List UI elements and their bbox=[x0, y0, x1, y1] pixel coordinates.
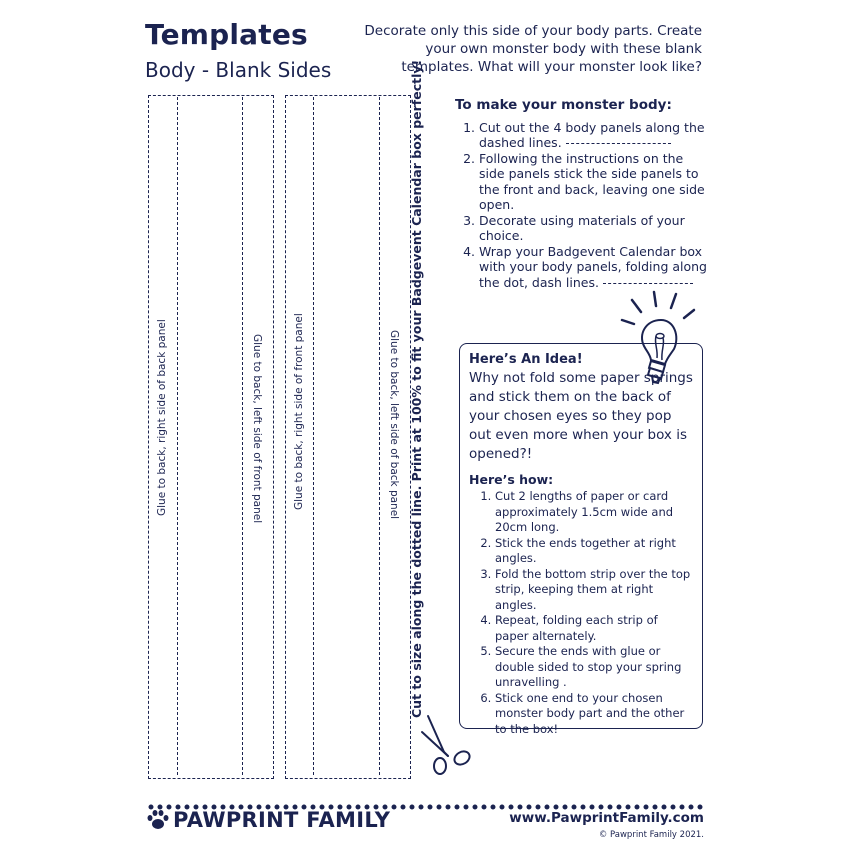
strip-label-2: Glue to back, left side of front panel bbox=[251, 334, 263, 524]
fold-line bbox=[379, 97, 380, 775]
strip-label-1: Glue to back, right side of back panel bbox=[156, 319, 168, 516]
copyright: © Pawprint Family 2021. bbox=[598, 830, 704, 840]
list-item: 2. Stick the ends together at right angles. bbox=[495, 536, 693, 567]
intro-text: Decorate only this side of your body parts. Create your own monster body with these blank templates. What will your monster look like? bbox=[364, 23, 702, 75]
instructions-heading: To make your monster body: bbox=[455, 97, 672, 113]
page-title: Templates bbox=[145, 18, 308, 51]
list-item: 2. Following the instructions on the side panels stick the side panels to the front and back, leaving one side open. bbox=[479, 151, 710, 213]
brand-logo-text: PAWPRINT FAMILY bbox=[173, 808, 391, 832]
idea-heading: Here’s An Idea! bbox=[469, 352, 583, 367]
list-item: 1. Cut 2 lengths of paper or card approximately 1.5cm wide and 20cm long. bbox=[495, 489, 693, 536]
fold-line bbox=[313, 97, 314, 775]
list-item: 3. Decorate using materials of your choice. bbox=[479, 213, 710, 244]
cut-note: Cut to size along the dotted line. Print at 100% to fit your Badgevent Calendar box perfectly! bbox=[409, 59, 424, 718]
dash-dot-line-decoration bbox=[603, 283, 693, 284]
paw-icon bbox=[146, 808, 170, 832]
list-item: 5. Secure the ends with glue or double sided to stop your spring unravelling . bbox=[495, 644, 693, 691]
idea-lead: Why not fold some paper springs and stick them on the back of your chosen eyes so they pop out even more when your box is opened?! bbox=[469, 370, 693, 462]
strip-label-4: Glue to back, left side of back panel bbox=[388, 330, 400, 520]
idea-steps-list bbox=[469, 489, 693, 737]
list-item: 6. Stick one end to your chosen monster body part and the other to the box! bbox=[495, 691, 693, 738]
page-subtitle: Body - Blank Sides bbox=[145, 58, 332, 82]
instructions-list bbox=[455, 120, 710, 291]
website-link[interactable]: www.PawprintFamily.com bbox=[509, 810, 704, 826]
list-item: 1. Cut out the 4 body panels along the dashed lines. bbox=[479, 120, 710, 151]
fold-line bbox=[242, 97, 243, 775]
list-item: 4. Wrap your Badgevent Calendar box with your body panels, folding along the dot, dash lines. bbox=[479, 244, 710, 291]
list-item: 3. Fold the bottom strip over the top strip, keeping them at right angles. bbox=[495, 567, 693, 614]
instructions bbox=[455, 98, 710, 290]
idea-box bbox=[459, 343, 703, 736]
strip-label-3: Glue to back, right side of front panel bbox=[293, 313, 305, 510]
fold-line bbox=[177, 97, 178, 775]
list-item: 4. Repeat, folding each strip of paper alternately. bbox=[495, 613, 693, 644]
idea-how-heading: Here’s how: bbox=[469, 472, 554, 487]
footer-dotted-divider bbox=[148, 796, 704, 804]
dash-line-decoration bbox=[566, 143, 671, 144]
